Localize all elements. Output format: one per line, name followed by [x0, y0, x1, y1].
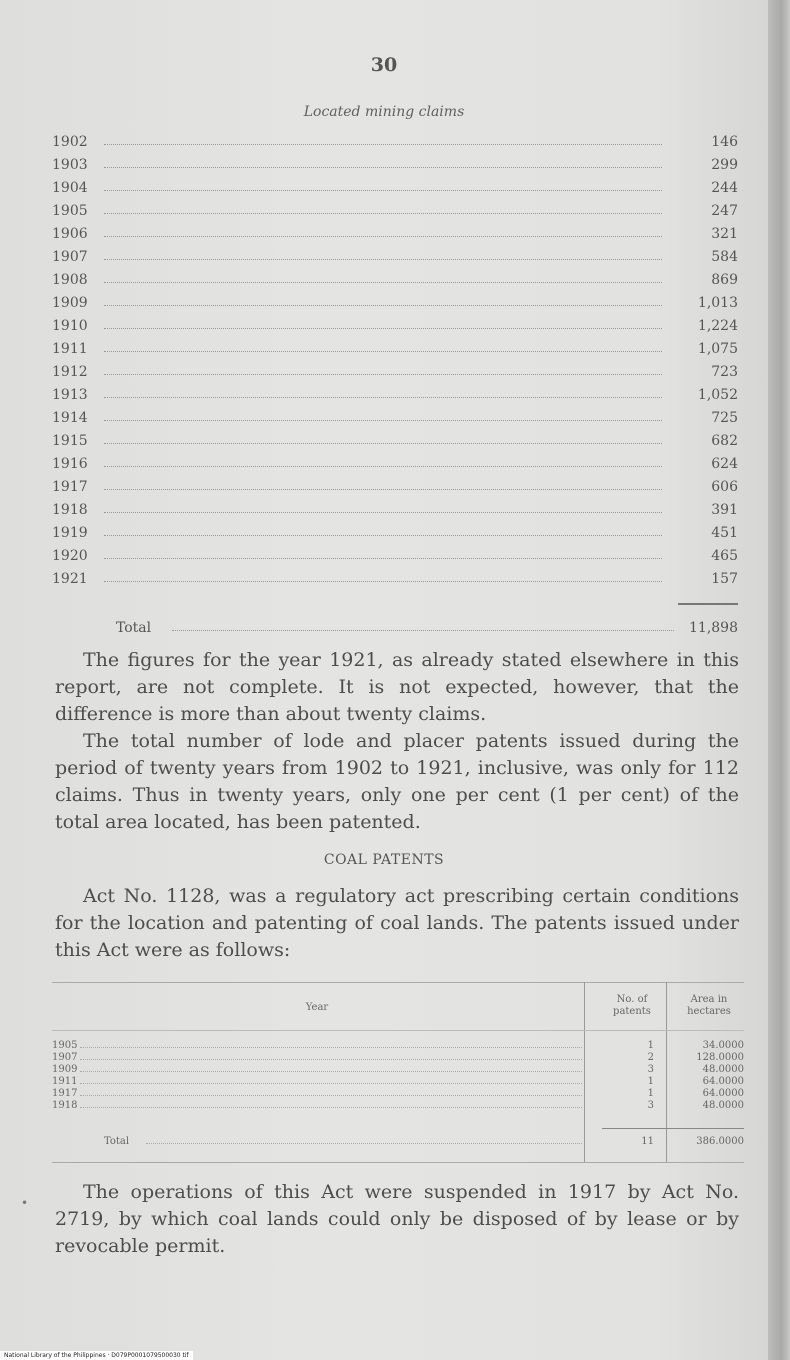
- leader-dots: [172, 629, 674, 631]
- claim-row: [52, 427, 738, 449]
- claim-year: 1915: [52, 433, 88, 449]
- claim-year: 1905: [52, 203, 88, 219]
- table-top-rule: [52, 982, 744, 983]
- claim-row: [52, 266, 738, 288]
- claim-year: 1920: [52, 548, 88, 564]
- page-edge: [768, 0, 790, 1360]
- claim-value: 723: [711, 364, 738, 380]
- leader-dots: [80, 1106, 582, 1108]
- leader-dots: [104, 419, 662, 421]
- leader-dots: [104, 189, 662, 191]
- claim-row: [52, 197, 738, 219]
- header-area-line2: hectares: [687, 1006, 731, 1017]
- claim-year: 1914: [52, 410, 88, 426]
- claim-year: 1902: [52, 134, 88, 150]
- row-area: 48.0000: [702, 1100, 744, 1111]
- total-rule: [678, 603, 738, 605]
- header-area: [674, 994, 744, 1018]
- claim-year: 1904: [52, 180, 88, 196]
- row-patents: 1: [647, 1076, 654, 1087]
- leader-dots: [80, 1094, 582, 1096]
- table-row: [52, 1076, 744, 1087]
- table-row: [52, 1040, 744, 1051]
- claim-row: [52, 404, 738, 426]
- scan-footer: National Library of the Philippines · D079P0001079500030 tif: [0, 1351, 193, 1360]
- row-patents: 2: [647, 1052, 654, 1063]
- paragraph-claims-note: The figures for the year 1921, as already stated elsewhere in this report, are not complete. It is not expected, however, that the difference is more than about twenty claims.: [55, 649, 739, 725]
- header-patents-line1: No. of: [616, 994, 648, 1005]
- row-year: 1905: [52, 1040, 78, 1051]
- claim-value: 157: [711, 571, 738, 587]
- table-row: [52, 1064, 744, 1075]
- claim-value: 584: [711, 249, 738, 265]
- total-patents: 11: [641, 1136, 654, 1147]
- leader-dots: [80, 1046, 582, 1048]
- claim-value: 391: [711, 502, 738, 518]
- claim-row: [52, 220, 738, 242]
- claim-value: 465: [711, 548, 738, 564]
- leader-dots: [104, 373, 662, 375]
- leader-dots: [104, 143, 662, 145]
- leader-dots: [104, 235, 662, 237]
- claim-value: 321: [711, 226, 738, 242]
- row-patents: 3: [647, 1064, 654, 1075]
- leader-dots: [104, 350, 662, 352]
- table-row: [52, 1088, 744, 1099]
- claim-row: [52, 243, 738, 265]
- table-header-rule: [52, 1030, 744, 1031]
- header-patents: [594, 994, 670, 1018]
- claim-row: [52, 358, 738, 380]
- claim-value: 1,224: [697, 318, 738, 334]
- claim-value: 146: [711, 134, 738, 150]
- table-row: [52, 1100, 744, 1111]
- total-area: 386.0000: [696, 1136, 744, 1147]
- claim-year: 1916: [52, 456, 88, 472]
- claim-row: [52, 381, 738, 403]
- claim-value: 869: [711, 272, 738, 288]
- leader-dots: [104, 281, 662, 283]
- paragraph-coal-act: Act No. 1128, was a regulatory act prescribing certain conditions for the location and patenting of coal lands. The patents issued under this Act were as follows:: [55, 885, 739, 961]
- claim-row: [52, 519, 738, 541]
- row-area: 34.0000: [702, 1040, 744, 1051]
- claim-row: [52, 312, 738, 334]
- claim-value: 682: [711, 433, 738, 449]
- leader-dots: [104, 258, 662, 260]
- claim-year: 1903: [52, 157, 88, 173]
- row-area: 64.0000: [702, 1076, 744, 1087]
- claim-value: 299: [711, 157, 738, 173]
- claim-row: [52, 128, 738, 150]
- claim-value: 247: [711, 203, 738, 219]
- leader-dots: [104, 557, 662, 559]
- table-bottom-rule: [52, 1162, 744, 1163]
- header-patents-line2: patents: [613, 1006, 651, 1017]
- claim-year: 1910: [52, 318, 88, 334]
- margin-mark: •: [21, 1196, 29, 1210]
- paragraph-act-suspended: The operations of this Act were suspended in 1917 by Act No. 2719, by which coal lands could only be disposed of by lease or by revocable permit.: [55, 1181, 739, 1257]
- claim-row: [52, 174, 738, 196]
- claim-year: 1912: [52, 364, 88, 380]
- claim-year: 1917: [52, 479, 88, 495]
- claim-row: [52, 473, 738, 495]
- claim-year: 1913: [52, 387, 88, 403]
- claim-value: 1,075: [697, 341, 738, 357]
- page-number: 30: [370, 54, 398, 76]
- paragraph-patents-summary: The total number of lode and placer patents issued during the period of twenty years from 1902 to 1921, inclusive, was only for 112 claims. Thus in twenty years, only one per cent (1 per cent) of the total area located, has been patented.: [55, 730, 739, 833]
- claim-row: [52, 335, 738, 357]
- table-row: [52, 1052, 744, 1063]
- row-year: 1911: [52, 1076, 78, 1087]
- claim-row: [52, 496, 738, 518]
- header-year: Year: [305, 1002, 329, 1013]
- table-total-row: [104, 1133, 744, 1147]
- claim-year: 1909: [52, 295, 88, 311]
- row-year: 1918: [52, 1100, 78, 1111]
- row-patents: 1: [647, 1088, 654, 1099]
- claim-value: 1,052: [697, 387, 738, 403]
- leader-dots: [146, 1142, 582, 1144]
- claim-year: 1908: [52, 272, 88, 288]
- claim-row: [52, 542, 738, 564]
- claim-row: [52, 289, 738, 311]
- row-year: 1917: [52, 1088, 78, 1099]
- claim-year: 1906: [52, 226, 88, 242]
- row-area: 48.0000: [702, 1064, 744, 1075]
- leader-dots: [104, 580, 662, 582]
- leader-dots: [80, 1070, 582, 1072]
- claims-total-row: [116, 614, 738, 636]
- claim-value: 1,013: [697, 295, 738, 311]
- table-sum-rule: [602, 1128, 744, 1129]
- leader-dots: [104, 327, 662, 329]
- claim-year: 1919: [52, 525, 88, 541]
- claim-value: 624: [711, 456, 738, 472]
- claim-year: 1911: [52, 341, 88, 357]
- header-area-line1: Area in: [690, 994, 728, 1005]
- total-label: Total: [116, 620, 152, 636]
- leader-dots: [104, 396, 662, 398]
- claim-year: 1907: [52, 249, 88, 265]
- leader-dots: [80, 1082, 582, 1084]
- claim-row: [52, 450, 738, 472]
- claim-value: 451: [711, 525, 738, 541]
- row-year: 1907: [52, 1052, 78, 1063]
- total-label: Total: [104, 1136, 130, 1147]
- claim-row: [52, 151, 738, 173]
- leader-dots: [104, 304, 662, 306]
- claim-value: 725: [711, 410, 738, 426]
- row-patents: 3: [647, 1100, 654, 1111]
- section-subtitle: Located mining claims: [303, 104, 465, 120]
- claim-row: [52, 565, 738, 587]
- row-area: 128.0000: [696, 1052, 744, 1063]
- row-year: 1909: [52, 1064, 78, 1075]
- leader-dots: [104, 166, 662, 168]
- coal-patents-heading: COAL PATENTS: [323, 852, 445, 868]
- coal-patents-table: [52, 982, 744, 1164]
- total-value: 11,898: [689, 620, 738, 636]
- claim-value: 606: [711, 479, 738, 495]
- leader-dots: [104, 488, 662, 490]
- row-area: 64.0000: [702, 1088, 744, 1099]
- leader-dots: [104, 534, 662, 536]
- leader-dots: [104, 442, 662, 444]
- leader-dots: [104, 511, 662, 513]
- claim-year: 1918: [52, 502, 88, 518]
- claim-year: 1921: [52, 571, 88, 587]
- leader-dots: [80, 1058, 582, 1060]
- claim-value: 244: [711, 180, 738, 196]
- leader-dots: [104, 465, 662, 467]
- leader-dots: [104, 212, 662, 214]
- row-patents: 1: [647, 1040, 654, 1051]
